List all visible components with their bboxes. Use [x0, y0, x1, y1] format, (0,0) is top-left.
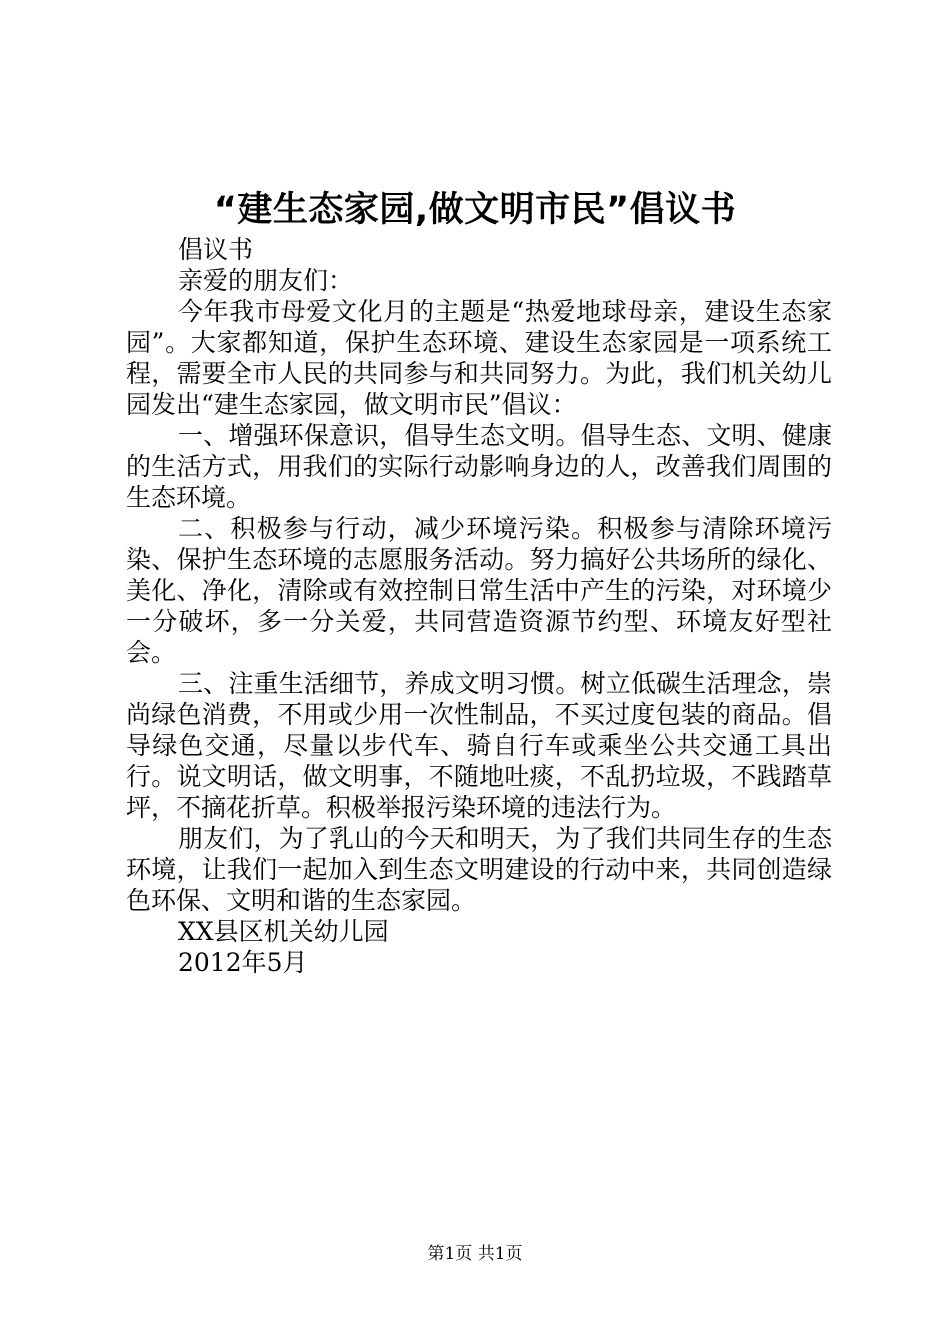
page-footer: 第1页 共1页: [427, 1244, 523, 1264]
paragraph-closing: 朋友们，为了乳山的今天和明天，为了我们共同生存的生态环境，让我们一起加入到生态文明建设的行动中来，共同创造绿色环保、文明和谐的生态家园。: [126, 824, 832, 915]
signature-date: 2012年5月: [178, 948, 308, 977]
document-title: “建生态家园,做文明市民”倡议书: [213, 190, 737, 230]
paragraph-item-2: 二、积极参与行动，减少环境污染。积极参与清除环境污染、保护生态环境的志愿服务活动。努力搞好公共场所的绿化、美化、净化，清除或有效控制日常生活中产生的污染，对环境少一分破坏，多一分关爱，共同营造资源节约型、环境友好型社会。: [126, 514, 832, 667]
document-body: [126, 234, 832, 978]
paragraph-intro: 今年我市母爱文化月的主题是“热爱地球母亲，建设生态家园”。大家都知道，保护生态环境、建设生态家园是一项系统工程，需要全市人民的共同参与和共同努力。为此，我们机关幼儿园发出“建生态家园，做文明市民”倡议：: [126, 297, 832, 419]
signature-organization: XX县区机关幼儿园: [178, 917, 389, 946]
paragraph-item-3: 三、注重生活细节，养成文明习惯。树立低碳生活理念，崇尚绿色消费，不用或少用一次性制品，不买过度包装的商品。倡导绿色交通，尽量以步代车、骑自行车或乘坐公共交通工具出行。说文明话，做文明事，不随地吐痰，不乱扔垃圾，不践踏草坪，不摘花折草。积极举报污染环境的违法行为。: [126, 669, 832, 822]
paragraph-heading: 倡议书: [178, 235, 254, 264]
paragraph-salutation: 亲爱的朋友们：: [178, 266, 354, 295]
paragraph-item-1: 一、增强环保意识，倡导生态文明。倡导生态、文明、健康的生活方式，用我们的实际行动影响身边的人，改善我们周围的生态环境。: [126, 421, 832, 512]
